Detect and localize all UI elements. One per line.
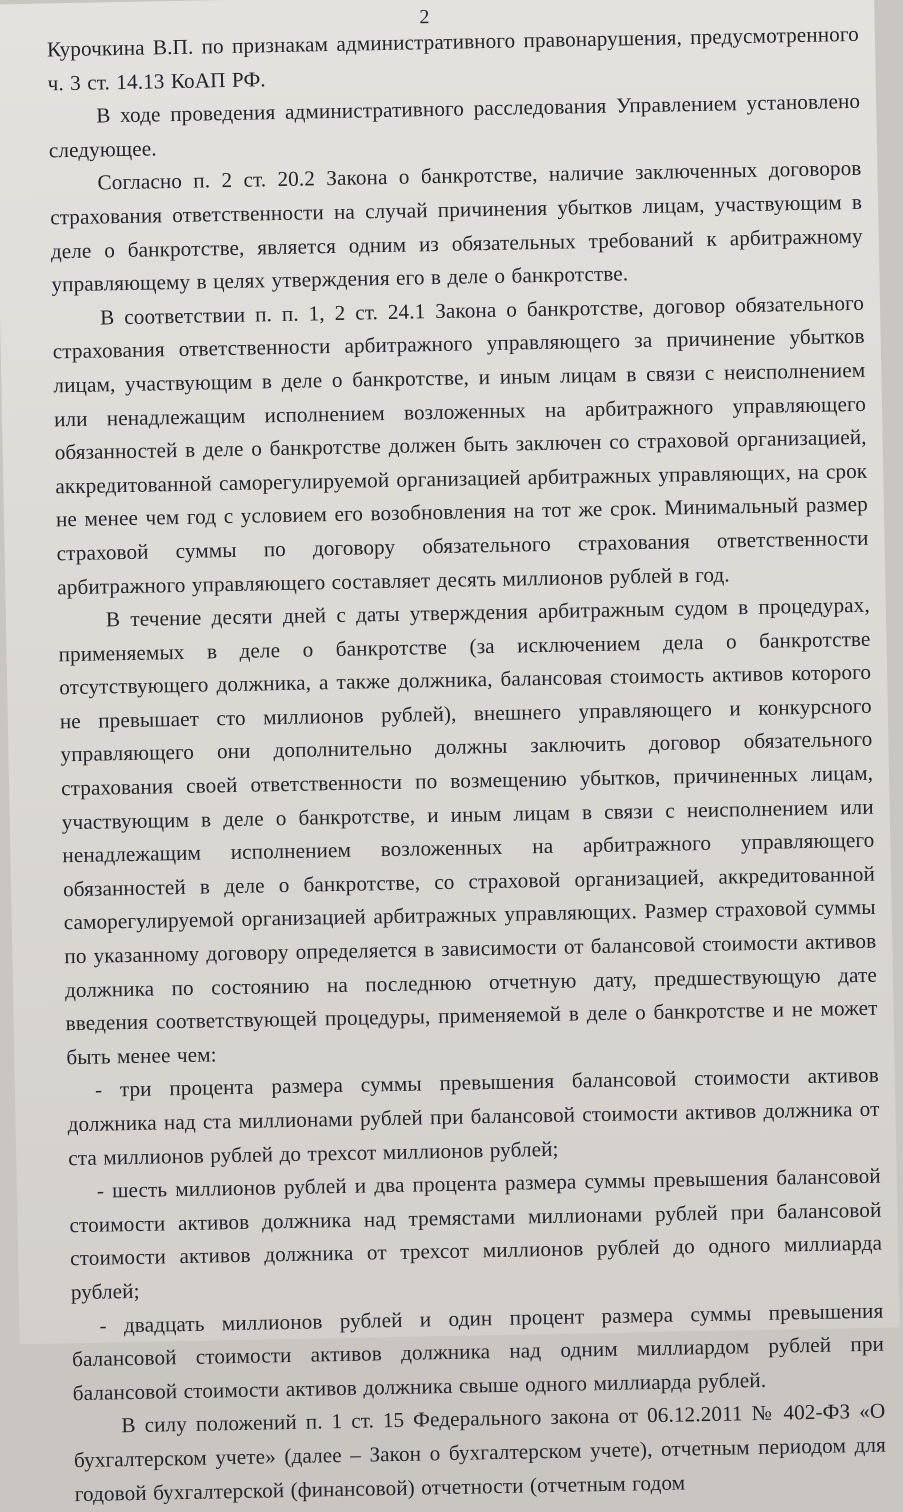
page-number: 2 — [419, 6, 430, 29]
paragraph-intro: Курочкина В.П. по признакам административного правонарушения, предусмотренного ч. 3 ст. 14.13 КоАП РФ. — [46, 21, 860, 96]
paragraph-article-24-1: В соответствии п. п. 1, 2 ст. 24.1 Закона о банкротстве, договор обязательного страхования ответственности арбитражного управляющего за причинение убытков лицам, участвующим в деле о банкротстве, и иным лицам в связи с неисполнением или ненадлежащим исполнением возложенных на арбитражного управляющего обязанностей в деле о банкротстве должен быть заключен со страховой организацией, аккредитованной саморегулируемой организацией арбитражных управляющих, на срок не менее чем год с условием его возобновления на тот же срок. Минимальный размер страховой суммы по договору обязательного страхования ответственности арбитражного управляющего составляет десять миллионов рублей в год. — [52, 290, 869, 599]
list-item-three-percent: - три процента размера суммы превышения балансовой стоимости активов должника над ста миллионами рублей при балансовой стоимости активов должника от ста миллионов рублей до трехсот миллионов рублей; — [67, 1063, 880, 1170]
paragraph-accounting-law: В силу положений п. 1 ст. 15 Федерального закона от 06.12.2011 № 402-ФЗ «О бухгалтерском учете» (далее – Закон о бухгалтерском учете), отчетным периодом для годовой бухгалтерской (финансовой) отчетности (отчетным годом — [73, 1398, 887, 1506]
list-item-six-million: - шесть миллионов рублей и два процента размера суммы превышения балансовой стоимости активов должника над тремястами миллионами рублей при балансовой стоимости активов должника от трехсот миллионов рублей до одного миллиарда рублей; — [69, 1163, 883, 1305]
paragraph-additional-insurance: В течение десяти дней с даты утверждения арбитражным судом в процедурах, применяемых в деле о банкротстве (за исключением дела о банкротстве отсутствующего должника, а также должника, балансовая стоимость активов которого не превышает сто миллионов рублей), внешнего управляющего и конкурсного управляющего они дополнительно должны заключить договор обязательного страхования своей ответственности по возмещению убытков, причиненных лицам, участвующим в деле о банкротстве, и иным лицам в связи с неисполнением или ненадлежащим исполнением возложенных на арбитражного управляющего обязанностей в деле о банкротстве, со страховой организацией, аккредитованной саморегулируемой организацией арбитражных управляющих. Размер страховой суммы по указанному договору определяется в зависимости от балансовой стоимости активов должника по состоянию на последнюю отчетную дату, предшествующую дате введения соответствующей процедуры, применяемой в деле о банкротстве и не может быть менее чем: — [58, 592, 878, 1070]
list-item-twenty-million: - двадцать миллионов рублей и один процент размера суммы превышения балансовой стоимости активов должника над одним миллиардом рублей при балансовой стоимости активов должника свыше одного миллиарда рублей. — [71, 1298, 885, 1405]
paragraph-investigation: В ходе проведения административного расследования Управлением установлено следующее. — [48, 89, 861, 163]
document-body — [47, 18, 887, 1511]
paragraph-article-20-2: Согласно п. 2 ст. 20.2 Закона о банкротстве, наличие заключенных договоров страхования ответственности на случай причинения убытков лицам, участвующим в деле о банкротстве, является одним из обязательных требований к арбитражному управляющему в целях утверждения его в деле о банкротстве. — [49, 156, 863, 297]
